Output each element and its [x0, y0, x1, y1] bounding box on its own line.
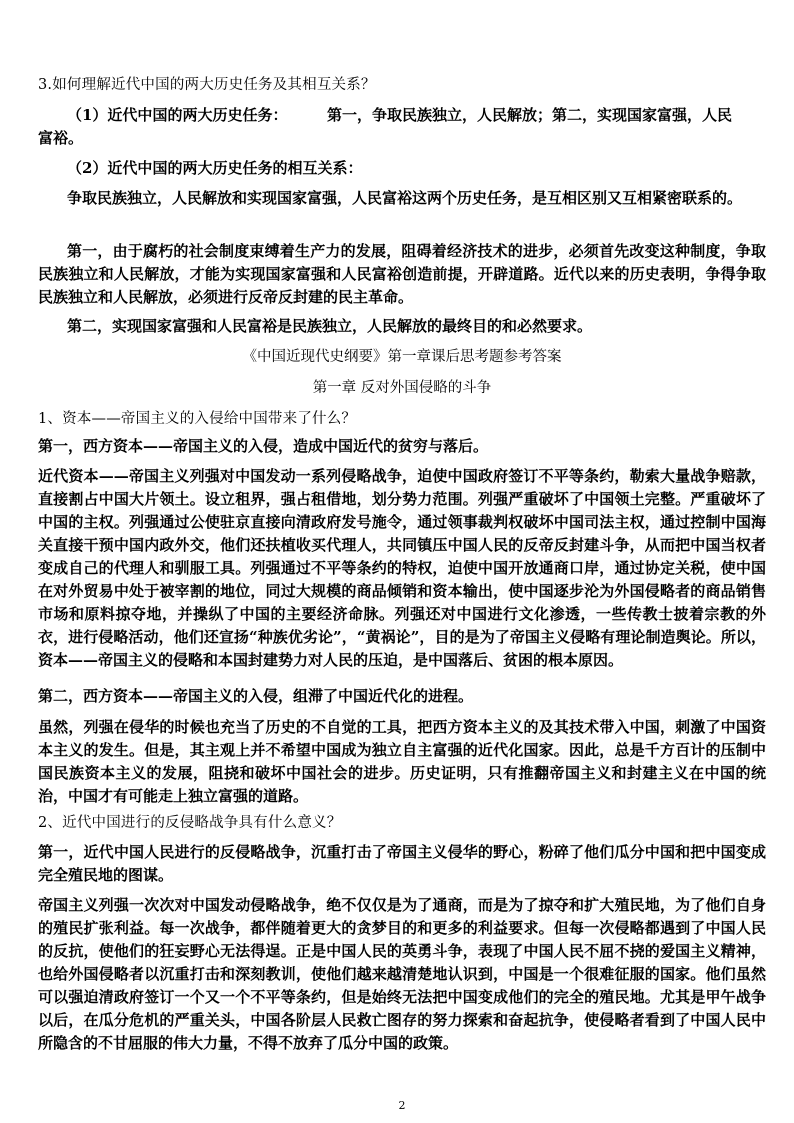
answer-2-heading-1: 第一，近代中国人民进行的反侵略战争，沉重打击了帝国主义侵华的野心，粉碎了他们瓜分中国和把中国变成完全殖民地的图谋。	[38, 843, 766, 884]
subsection-1-text: 第一，争取民族独立，人民解放；第二，实现国家富强，人民	[327, 106, 733, 124]
subsection-2-label: （2）近代中国的两大历史任务的相互关系：	[67, 159, 363, 177]
page-number: 2	[398, 1099, 406, 1112]
question-1-title: 1、资本——帝国主义的入侵给中国带来了什么？	[38, 411, 357, 427]
paragraph-first-point: 第一，由于腐朽的社会制度束缚着生产力的发展，阻碍着经济技术的进步，必须首先改变这种制度，争取民族独立和人民解放，才能为实现国家富强和人民富裕创造前提，开辟道路。近代以来的历史表明，争得争取民族独立和人民解放，必须进行反帝反封建的民主革命。	[38, 242, 766, 306]
answer-1-heading-1: 第一，西方资本——帝国主义的入侵，造成中国近代的贫穷与落后。	[38, 437, 489, 455]
answer-1-body-2: 虽然，列强在侵华的时候也充当了历史的不自觉的工具，把西方资本主义的及其技术带入中国，刺激了中国资本主义的发生。但是，其主观上并不希望中国成为独立自主富强的近代化国家。因此，总是千方百计的压制中国民族资本主义的发展，阻挠和破坏中国社会的进步。历史证明，只有推翻帝国主义和封建主义在中国的统治，中国才有可能走上独立富强的道路。	[38, 718, 766, 805]
subsection-1-continuation: 富裕。	[38, 129, 84, 147]
question-3-title: 3.如何理解近代中国的两大历史任务及其相互关系？	[38, 77, 376, 93]
book-title: 《中国近现代史纲要》第一章课后思考题参考答案	[242, 349, 562, 365]
answer-2-body-1: 帝国主义列强一次次对中国发动侵略战争，绝不仅仅是为了通商，而是为了掠夺和扩大殖民地，为了他们自身的殖民扩张利益。每一次战争，都伴随着更大的贪梦目的和更多的利益要求。但每一次侵略都遇到了中国人民的反抗，使他们的狂妄野心无法得逞。正是中国人民的英勇斗争，表现了中国人民不屈不挠的爱国主义精神，也给外国侵略者以沉重打击和深刻教训，使他们越来越清楚地认识到，中国是一个很难征服的国家。他们虽然可以强迫清政府签订一个又一个不平等条约，但是始终无法把中国变成他们的完全的殖民地。尤其是甲午战争以后，在瓜分危机的严重关头，中国各阶层人民救亡图存的努力探索和奋起抗争，使侵略者看到了中国人民中所隐含的不甘屈服的伟大力量，不得不放弃了瓜分中国的政策。	[38, 896, 766, 1052]
question-2-title: 2、近代中国进行的反侵略战争具有什么意义？	[38, 815, 342, 831]
paragraph-relationship: 争取民族独立，人民解放和实现国家富强，人民富裕这两个历史任务，是互相区别又互相紧密联系的。	[67, 189, 743, 207]
chapter-title: 第一章 反对外国侵略的斗争	[312, 380, 492, 396]
answer-1-body-1: 近代资本——帝国主义列强对中国发动一系列侵略战争，迫使中国政府签订不平等条约，勒索大量战争赔款，直接割占中国大片领土。设立租界，强占租借地，划分势力范围。列强严重破坏了中国领土完整。严重破坏了中国的主权。列强通过公使驻京直接向清政府发号施令，通过领事裁判权破坏中国司法主权，通过控制中国海关直接干预中国内政外交，他们还扶植收买代理人，共同镇压中国人民的反帝反封建斗争，从而把中国当权者变成自己的代理人和驯服工具。列强通过不平等条约的特权，迫使中国开放通商口岸，通过协定关税，使中国在对外贸易中处于被宰割的地位，同过大规模的商品倾销和资本输出，使中国逐步沦为外国侵略者的商品销售市场和原料掠夺地，并操纵了中国的主要经济命脉。列强还对中国进行文化渗透，一些传教士披着宗教的外衣，进行侵略活动，他们还宣扬“种族优劣论”，“黄祸论”，目的是为了帝国主义侵略有理论制造舆论。所以，资本——帝国主义的侵略和本国封建势力对人民的压迫，是中国落后、贫困的根本原因。	[38, 467, 766, 669]
answer-1-heading-2: 第二，西方资本——帝国主义的入侵，组滞了中国近代化的进程。	[38, 687, 474, 705]
paragraph-second-point: 第二，实现国家富强和人民富裕是民族独立，人民解放的最终目的和必然要求。	[67, 317, 593, 335]
subsection-1-label: （1）近代中国的两大历史任务：	[67, 106, 288, 124]
